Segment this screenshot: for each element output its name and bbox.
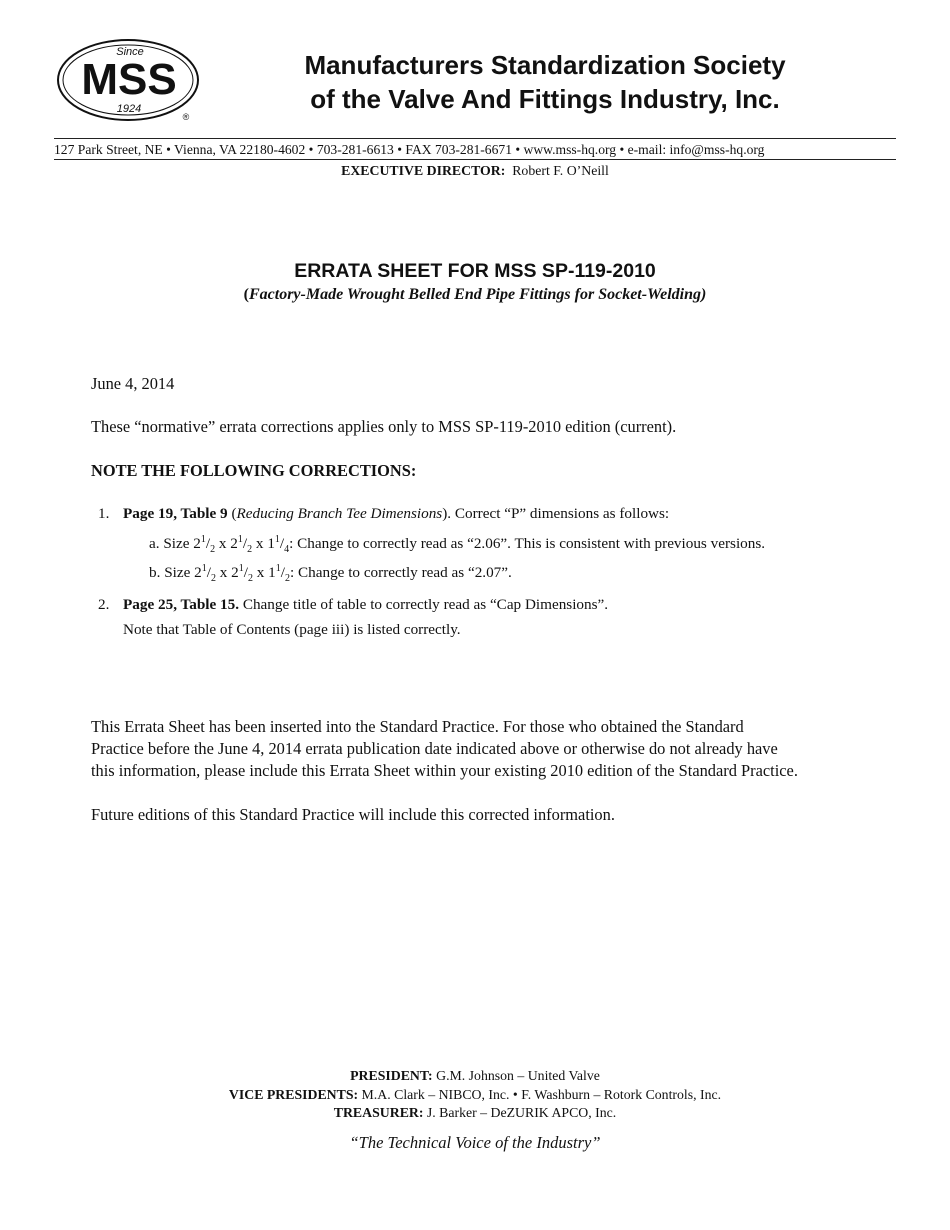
executive-director-line <box>0 162 950 179</box>
item-1b-sub1: 2 <box>210 573 216 585</box>
footer-motto: “The Technical Voice of the Industry” <box>349 1133 601 1152</box>
org-name-line2: of the Valve And Fittings Industry, Inc. <box>310 84 780 114</box>
item-1a-mid1: x 2 <box>215 535 238 552</box>
future-editions-paragraph: Future editions of this Standard Practice will include this corrected information. <box>91 805 615 824</box>
logo-mark-text: MSS <box>81 55 177 104</box>
vp-names: M.A. Clark – NIBCO, Inc. • F. Washburn – Rotork Controls, Inc. <box>358 1087 722 1102</box>
item-1a-prefix: a. Size 2 <box>149 535 201 552</box>
item-2-text <box>123 595 608 615</box>
item-1-ref: Page 19, Table 9 <box>123 505 228 522</box>
item-1a-sup3: 1 <box>274 533 280 545</box>
closing-line2: Practice before the June 4, 2014 errata publication date indicated above or otherwise do not already have <box>91 739 778 758</box>
mss-logo <box>56 36 204 122</box>
item-1a-mid2: x 1 <box>252 535 275 552</box>
document-date: June 4, 2014 <box>91 374 175 393</box>
item-1b-sup1: 1 <box>201 562 207 574</box>
item-1b-text: b. Size $2^1/_2$ x $2^1/_2$ x $1^1/_2$: Change to correctly read as “2.07”. <box>149 562 512 585</box>
closing-line3: this information, please include this Errata Sheet within your existing 2010 edition of the Standard Practice. <box>91 761 798 780</box>
vp-label: VICE PRESIDENTS: <box>228 1087 359 1102</box>
item-1a-sub3: 4 <box>284 544 290 556</box>
footer-vice-presidents <box>0 1086 950 1104</box>
header-rule-top <box>54 138 896 139</box>
footer-treasurer <box>0 1104 950 1122</box>
exec-name: Robert F. O’Neill <box>512 163 609 178</box>
organization-name <box>250 48 840 116</box>
org-name-line1: Manufacturers Standardization Society <box>304 50 786 80</box>
item-1a-sub2: 2 <box>247 544 253 556</box>
item-1b-sub2: 2 <box>247 573 253 585</box>
item-1a-sup1: 1 <box>200 533 206 545</box>
item-1a-text: a. Size $2^1/_2$ x $2^1/_2$ x $1^1/_4$: Change to correctly read as “2.06”. This is consistent with previous versions. <box>149 533 766 556</box>
item-2-ref: Page 25, Table 15. <box>123 596 240 613</box>
closing-paragraph <box>91 716 911 782</box>
item-1b-mid1: x 2 <box>215 564 239 581</box>
logo-since-text: Since <box>116 46 144 58</box>
treasurer-name: J. Barker – DeZURIK APCO, Inc. <box>423 1105 617 1120</box>
item-2-number: 2. <box>98 596 110 613</box>
document-title: ERRATA SHEET FOR MSS SP-119-2010 <box>294 260 656 282</box>
item-2-note: Note that Table of Contents (page iii) is listed correctly. <box>123 621 461 638</box>
president-label: PRESIDENT: <box>350 1068 433 1083</box>
item-1b-prefix: b. Size 2 <box>149 564 202 581</box>
item-1a-sub1: 2 <box>210 544 216 556</box>
item-1b-sup3: 1 <box>275 562 281 574</box>
item-1a-sup2: 1 <box>237 533 243 545</box>
item-2-body: Change title of table to correctly read as “Cap Dimensions”. <box>239 596 609 613</box>
exec-label: EXECUTIVE DIRECTOR: <box>341 163 506 178</box>
intro-paragraph: These “normative” errata corrections applies only to MSS SP-119-2010 edition (current). <box>91 417 677 436</box>
item-1b-suffix: : Change to correctly read as “2.07”. <box>290 564 512 581</box>
president-name: G.M. Johnson – United Valve <box>432 1068 600 1083</box>
item-1-table-name: Reducing Branch Tee Dimensions <box>236 505 443 522</box>
header-rule-bottom <box>54 159 896 160</box>
item-1b-sub3: 2 <box>285 573 290 585</box>
document-subtitle <box>0 285 950 305</box>
registered-mark-icon: ® <box>182 112 190 122</box>
item-1b-mid2: x 1 <box>252 564 276 581</box>
item-1b-sup2: 1 <box>238 562 244 574</box>
corrections-heading: NOTE THE FOLLOWING CORRECTIONS: <box>91 461 417 480</box>
logo-year-text: 1924 <box>116 103 142 115</box>
footer-president <box>0 1067 950 1085</box>
contact-line: 127 Park Street, NE • Vienna, VA 22180-4602 • 703-281-6613 • FAX 703-281-6671 • www.mss-hq.org • e-mail: info@mss-hq.org <box>54 142 765 157</box>
item-1a-suffix: : Change to correctly read as “2.06”. This is consistent with previous versions. <box>289 535 766 552</box>
item-1-pre: ( <box>227 505 237 522</box>
treasurer-label: TREASURER: <box>333 1105 424 1120</box>
subtitle-paren: ( <box>243 286 249 303</box>
item-1-number: 1. <box>98 505 110 522</box>
closing-line1: This Errata Sheet has been inserted into the Standard Practice. For those who obtained the Standard <box>91 717 744 736</box>
item-1-post: ). Correct “P” dimensions as follows: <box>442 505 670 522</box>
item-1-text <box>123 504 669 524</box>
subtitle-text: Factory-Made Wrought Belled End Pipe Fittings for Socket-Welding) <box>248 286 707 303</box>
